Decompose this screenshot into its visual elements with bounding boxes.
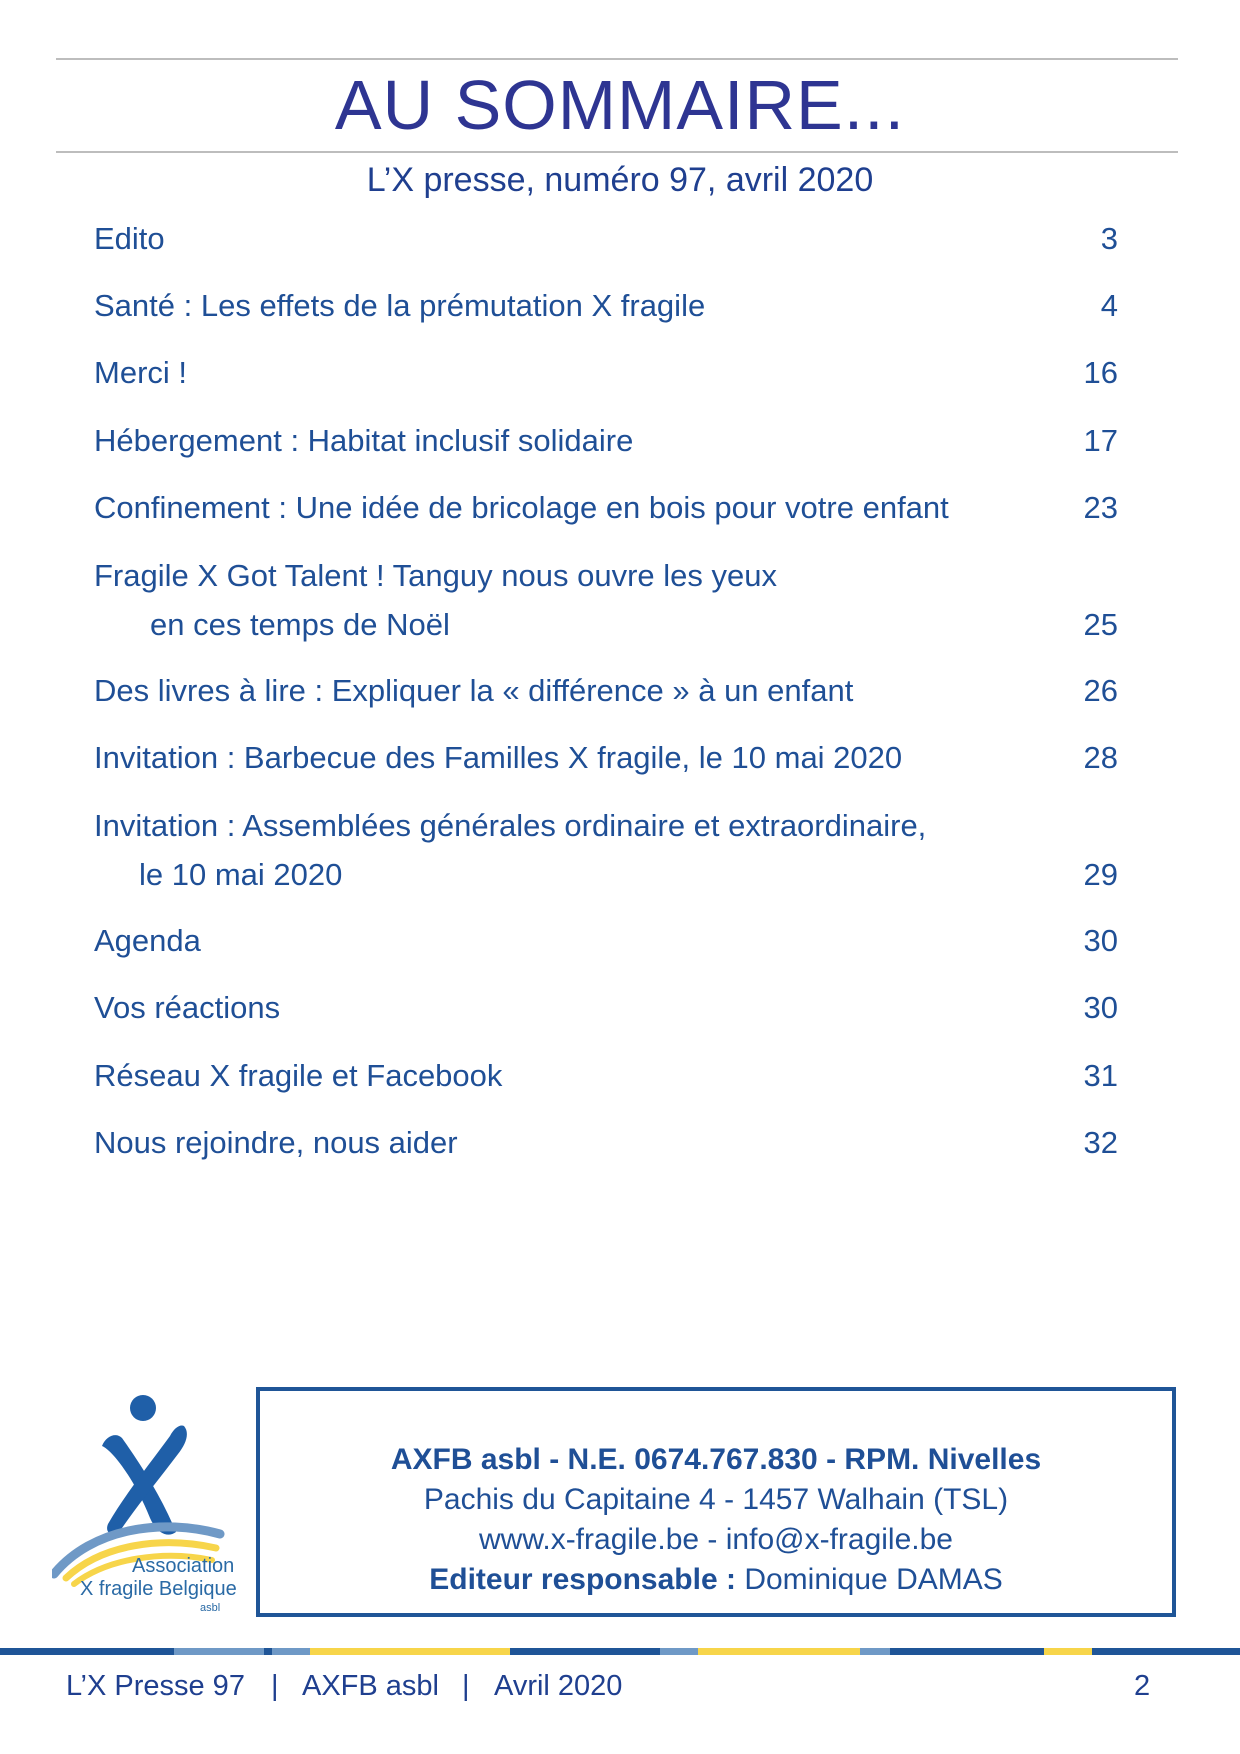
toc-entry[interactable]	[94, 214, 1118, 263]
issue-subtitle: L’X presse, numéro 97, avril 2020	[366, 161, 874, 199]
publisher-info-box	[256, 1387, 1176, 1617]
toc-title-continued: le 10 mai 2020	[139, 857, 343, 892]
toc-page: 32	[1083, 1125, 1118, 1160]
toc-page: 17	[1083, 423, 1118, 458]
logo-head	[130, 1395, 156, 1421]
toc-page: 29	[1083, 857, 1118, 892]
footer-separator: |	[462, 1670, 470, 1702]
address-line: Pachis du Capitaine 4 - 1457 Walhain (TSL)	[423, 1483, 1009, 1516]
stripe-segment	[1092, 1648, 1240, 1655]
toc-title: Hébergement : Habitat inclusif solidaire	[94, 423, 634, 458]
stripe-segment	[264, 1648, 272, 1655]
toc-title: Edito	[94, 221, 165, 256]
toc-title: Merci !	[94, 355, 187, 390]
footer-publication: L’X Presse 97	[66, 1670, 245, 1702]
stripe-segment	[272, 1648, 310, 1655]
toc-page: 4	[1100, 288, 1118, 323]
title-rule	[56, 151, 1178, 153]
toc-entry[interactable]	[94, 281, 1118, 330]
toc-page: 30	[1083, 990, 1118, 1025]
toc-title: Santé : Les effets de la prémutation X fragile	[94, 288, 706, 323]
toc-title: Fragile X Got Talent ! Tanguy nous ouvre les yeux	[94, 558, 777, 593]
stripe-segment	[510, 1648, 660, 1655]
stripe-segment	[1044, 1648, 1092, 1655]
toc-entry[interactable]	[94, 916, 1118, 965]
stripe-segment	[698, 1648, 860, 1655]
editor-name: Dominique DAMAS	[735, 1563, 1003, 1596]
footer-date: Avril 2020	[494, 1670, 623, 1702]
toc-title: Réseau X fragile et Facebook	[94, 1058, 503, 1093]
footer-organization: AXFB asbl	[302, 1670, 439, 1702]
toc-page: 3	[1100, 221, 1118, 256]
stripe-segment	[660, 1648, 698, 1655]
toc-title: Invitation : Assemblées générales ordinaire et extraordinaire,	[94, 808, 927, 843]
toc-entry[interactable]	[94, 733, 1118, 782]
toc-title: Vos réactions	[94, 990, 281, 1025]
stripe-segment	[890, 1648, 1044, 1655]
stripe-segment	[174, 1648, 264, 1655]
stripe-segment	[310, 1648, 510, 1655]
toc-entry[interactable]	[94, 1051, 1118, 1100]
contact-line[interactable]: www.x-fragile.be - info@x-fragile.be	[479, 1523, 953, 1556]
toc-entry[interactable]	[94, 983, 1118, 1032]
toc-entry[interactable]	[94, 551, 1118, 649]
toc-title: Confinement : Une idée de bricolage en bois pour votre enfant	[94, 490, 949, 525]
toc-page: 16	[1083, 355, 1118, 390]
toc-title-continued: en ces temps de Noël	[150, 607, 450, 642]
logo-text-name: X fragile Belgique	[80, 1578, 237, 1600]
toc-page: 28	[1083, 740, 1118, 775]
toc-page: 26	[1083, 673, 1118, 708]
toc-title: Nous rejoindre, nous aider	[94, 1125, 458, 1160]
toc-title: Des livres à lire : Expliquer la « différence » à un enfant	[94, 673, 854, 708]
toc-title: Agenda	[94, 923, 201, 958]
toc-page: 25	[1083, 607, 1118, 642]
toc-entry[interactable]	[94, 666, 1118, 715]
stripe-segment	[860, 1648, 890, 1655]
logo-text-asbl: asbl	[200, 1602, 221, 1614]
toc-page: 23	[1083, 490, 1118, 525]
toc-entry[interactable]	[94, 1118, 1118, 1167]
editor-line	[260, 1560, 1172, 1600]
toc-page: 31	[1083, 1058, 1118, 1093]
registration-text: AXFB asbl - N.E. 0674.767.830 - RPM. Nivelles	[390, 1443, 1042, 1476]
footer-separator: |	[271, 1670, 279, 1702]
toc-entry[interactable]	[94, 416, 1118, 465]
toc-page: 30	[1083, 923, 1118, 958]
logo-text-association: Association	[132, 1555, 235, 1577]
page-title: AU SOMMAIRE...	[334, 66, 906, 144]
toc-entry[interactable]	[94, 348, 1118, 397]
editor-label: Editeur responsable :	[429, 1563, 736, 1596]
registration-line	[260, 1440, 1172, 1480]
toc-entry[interactable]	[94, 483, 1118, 532]
toc-entry[interactable]	[94, 801, 1118, 899]
stripe-segment	[0, 1648, 174, 1655]
top-rule	[56, 58, 1178, 60]
toc-title: Invitation : Barbecue des Familles X fragile, le 10 mai 2020	[94, 740, 903, 775]
footer-page-number: 2	[1134, 1670, 1151, 1702]
